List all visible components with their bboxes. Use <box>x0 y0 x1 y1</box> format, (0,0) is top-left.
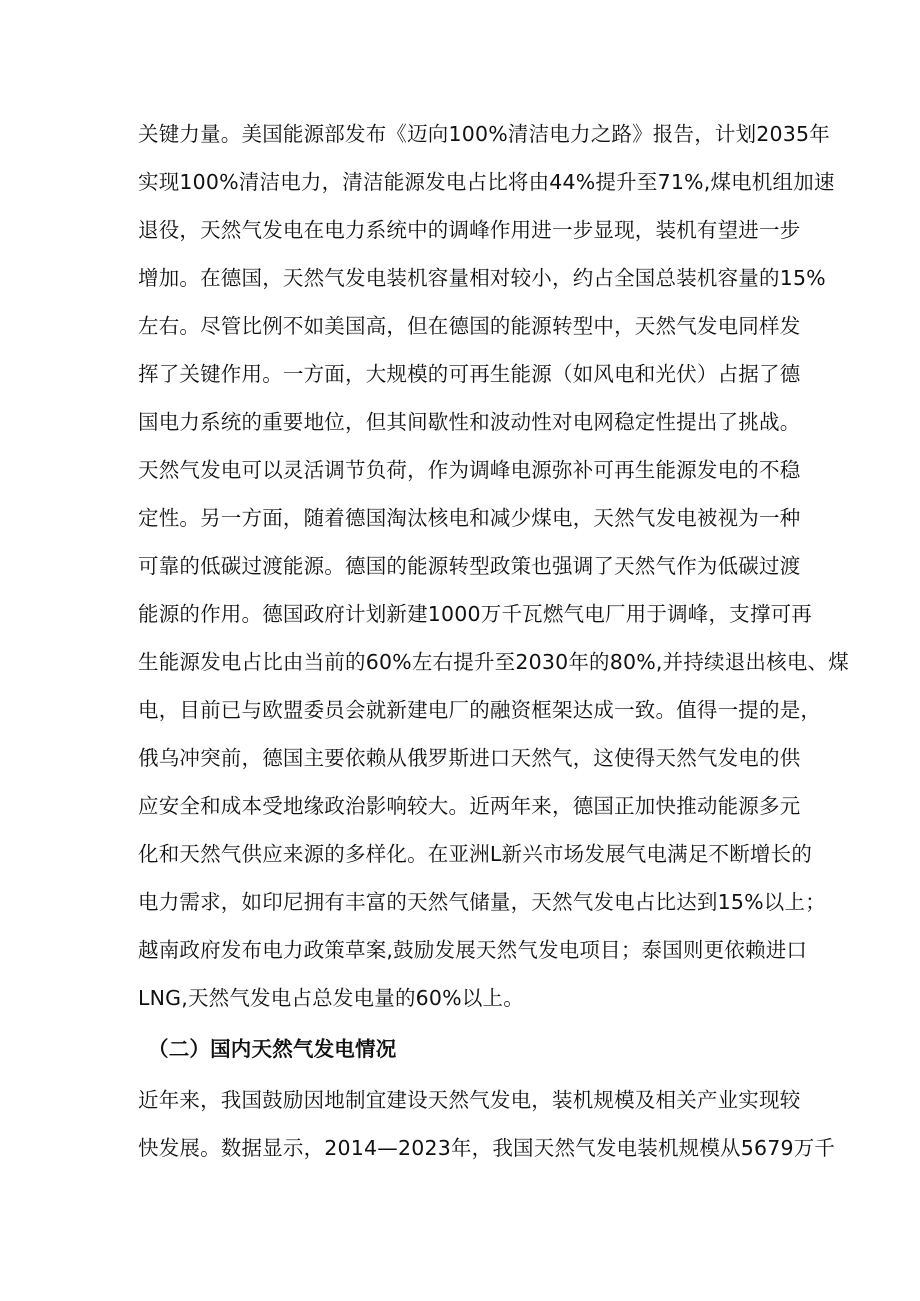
text-line: 左右。尽管比例不如美国高，但在德国的能源转型中，天然气发电同样发 <box>138 314 801 338</box>
text-line: 越南政府发布电力政策草案,鼓励发展天然气发电项目；泰国则更依赖进口 <box>138 938 808 962</box>
text-line: 退役，天然气发电在电力系统中的调峰作用进一步显现，装机有望进一步 <box>138 218 801 242</box>
text-line: 近年来，我国鼓励因地制宜建设天然气发电，装机规模及相关产业实现较 <box>138 1088 801 1112</box>
section-heading: （二）国内天然气发电情况 <box>148 1037 397 1061</box>
text-line: 定性。另一方面，随着德国淘汰核电和减少煤电，天然气发电被视为一种 <box>138 506 801 530</box>
text-line: 可靠的低碳过渡能源。德国的能源转型政策也强调了天然气作为低碳过渡 <box>138 554 801 578</box>
text-line: 实现100%清洁电力，清洁能源发电占比将由44%提升至71%,煤电机组加速 <box>138 170 835 194</box>
text-line: LNG,天然气发电占总发电量的60%以上。 <box>138 986 524 1010</box>
text-line: 能源的作用。德国政府计划新建1000万千瓦燃气电厂用于调峰，支撑可再 <box>138 602 812 626</box>
text-line: 挥了关键作用。一方面，大规模的可再生能源（如风电和光伏）占据了德 <box>138 362 801 386</box>
text-line: 天然气发电可以灵活调节负荷，作为调峰电源弥补可再生能源发电的不稳 <box>138 458 801 482</box>
text-line: 应安全和成本受地缘政治影响较大。近两年来，德国正加快推动能源多元 <box>138 794 801 818</box>
text-line: 增加。在德国，天然气发电装机容量相对较小，约占全国总装机容量的15% <box>138 266 826 290</box>
text-line: 俄乌冲突前，德国主要依赖从俄罗斯进口天然气，这使得天然气发电的供 <box>138 746 801 770</box>
text-line: 生能源发电占比由当前的60%左右提升至2030年的80%,并持续退出核电、煤 <box>138 650 849 674</box>
text-line: 电，目前已与欧盟委员会就新建电厂的融资框架达成一致。值得一提的是， <box>138 698 822 722</box>
text-line: 快发展。数据显示，2014—2023年，我国天然气发电装机规模从5679万千 <box>138 1136 836 1160</box>
text-line: 国电力系统的重要地位，但其间歇性和波动性对电网稳定性提出了挑战。 <box>138 410 801 434</box>
text-line: 电力需求，如印尼拥有丰富的天然气储量，天然气发电占比达到15%以上； <box>138 890 826 914</box>
text-line: 关键力量。美国能源部发布《迈向100%清洁电力之路》报告，计划2035年 <box>138 122 830 146</box>
text-line: 化和天然气供应来源的多样化。在亚洲L新兴市场发展气电满足不断增长的 <box>138 842 813 866</box>
